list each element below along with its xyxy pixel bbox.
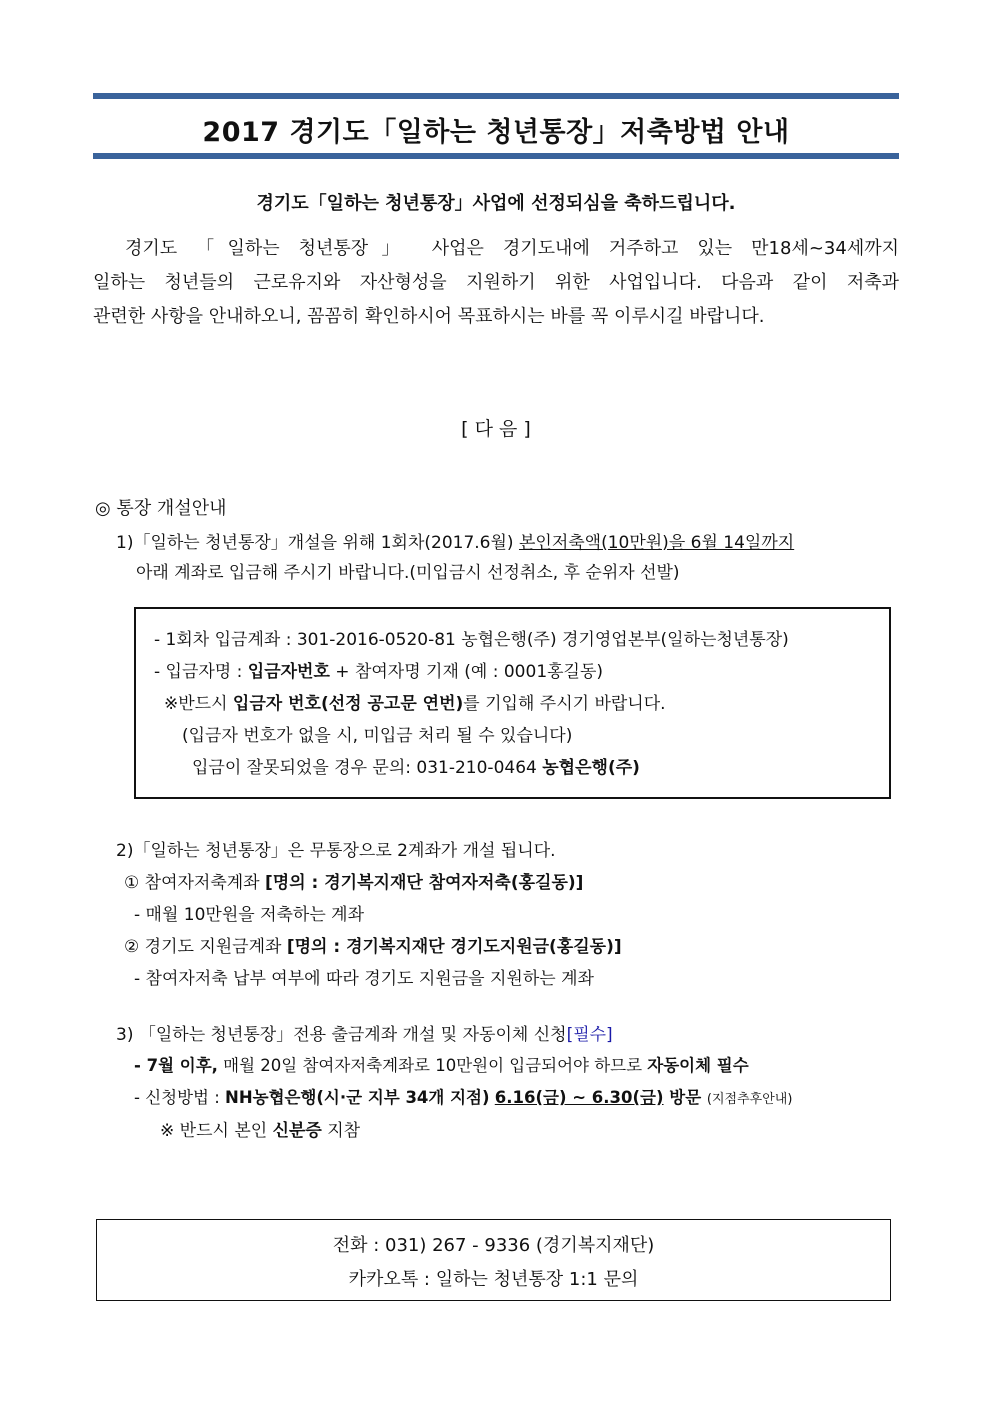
item2-account2 (124, 932, 622, 957)
required-badge: [필수] (566, 1025, 613, 1045)
depositor-number: 입금자번호 (247, 662, 330, 682)
item3-line2-visit: 방문 (663, 1088, 707, 1107)
item3-line3 (160, 1116, 360, 1141)
depositor-name-line (154, 657, 603, 682)
account1-prefix: ① 참여자저축계좌 (124, 873, 266, 893)
account1-desc: - 매월 10만원을 저축하는 계좌 (134, 905, 365, 925)
item3-line2-label: - 신청방법 : (134, 1088, 226, 1107)
deposit-account-label: - 1회차 입금계좌 : (154, 630, 297, 650)
intro-line-3: 관련한 사항을 안내하오니, 꼼꼼히 확인하시어 목표하시는 바를 꼭 이루시길 바랍니다. (93, 306, 765, 327)
title-bottom-rule (93, 153, 899, 159)
depositor-label: - 입금자명 : (154, 662, 248, 682)
item1-emphasis: 본인저축액(10만원)을 6월 14일까지 (518, 533, 795, 553)
item3-lead-line (116, 1020, 613, 1045)
deposit-account-value: 301-2016-0520-81 농협은행(주) 경기영업본부(일하는청년통장) (296, 630, 789, 650)
deposit-info-box (134, 607, 891, 799)
account2-prefix: ② 경기도 지원금계좌 (124, 937, 287, 957)
item3-line3-prefix: ※ 반드시 본인 (160, 1121, 273, 1141)
item3-line1-text: 매월 20일 참여자저축계좌로 10만원이 입금되어야 하므로 (217, 1056, 648, 1075)
intro-line-1: 경기도 「일하는 청년통장」 사업은 경기도내에 거주하고 있는 만18세~34세까지 (125, 238, 899, 259)
account1-holder: [명의 : 경기복지재단 참여자저축(홍길동)] (265, 873, 584, 893)
item3-line3-bold: 신분증 (272, 1121, 322, 1141)
deposit-account-line (154, 625, 789, 650)
section-heading: ◎ 통장 개설안내 (95, 498, 227, 519)
account2-desc: - 참여자저축 납부 여부에 따라 경기도 지원금을 지원하는 계좌 (134, 969, 594, 989)
notice-divider-label: [ 다 음 ] (461, 418, 531, 440)
contact-box (96, 1219, 891, 1301)
item3-line2-bank: NH농협은행(시·군 지부 34개 지점) (225, 1088, 490, 1107)
congrats-heading: 경기도「일하는 청년통장」사업에 선정되심을 축하드립니다. (256, 193, 736, 214)
notice-line (164, 689, 666, 714)
contact-kakao: 카카오톡 : 일하는 청년통장 1:1 문의 (348, 1269, 639, 1290)
item3-line2-small: (지점추후안내) (706, 1092, 793, 1107)
item1-line1 (116, 528, 898, 553)
item3-line1-end: 자동이체 필수 (647, 1056, 749, 1075)
contact-phone: 전화 : 031) 267 - 9336 (경기복지재단) (332, 1235, 655, 1256)
item2-lead: 2)「일하는 청년통장」은 무통장으로 2계좌가 개설 됩니다. (116, 841, 556, 861)
item3-line2 (134, 1084, 792, 1108)
item3-line2-date: 6.16(금) ~ 6.30(금) (494, 1088, 664, 1107)
notice-prefix: ※반드시 (164, 694, 233, 714)
item1-line2: 아래 계좌로 입금해 주시기 바랍니다.(미입금시 선정취소, 후 순위자 선발) (136, 563, 680, 583)
notice-bold: 입금자 번호(선정 공고문 연번) (232, 694, 464, 714)
notice-suffix: 를 기입해 주시기 바랍니다. (463, 694, 666, 714)
intro-line-2: 일하는 청년들의 근로유지와 자산형성을 지원하기 위한 사업입니다. 다음과 같이 저축과 (93, 272, 899, 293)
title-top-rule (93, 93, 899, 99)
inquiry-bank: 농협은행(주) (542, 758, 640, 778)
item1-lead: 1)「일하는 청년통장」개설을 위해 1회차(2017.6월) (116, 533, 519, 553)
item3-line1-bold: - 7월 이후, (134, 1056, 218, 1075)
item3-line1 (134, 1052, 749, 1076)
page-title: 2017 경기도「일하는 청년통장」저축방법 안내 (202, 117, 790, 148)
item2-account1 (124, 868, 583, 893)
account2-holder: [명의 : 경기복지재단 경기도지원금(홍길동)] (286, 937, 622, 957)
inquiry-text: 입금이 잘못되었을 경우 문의: 031-210-0464 (192, 758, 543, 778)
depositor-rest: + 참여자명 기재 (예 : 0001홍길동) (329, 662, 604, 682)
inquiry-line (192, 753, 640, 778)
item3-lead: 3) 「일하는 청년통장」전용 출금계좌 개설 및 자동이체 신청 (116, 1025, 567, 1045)
notice-paren-line: (입금자 번호가 없을 시, 미입금 처리 될 수 있습니다) (182, 726, 573, 746)
item3-line3-suffix: 지참 (321, 1121, 361, 1141)
